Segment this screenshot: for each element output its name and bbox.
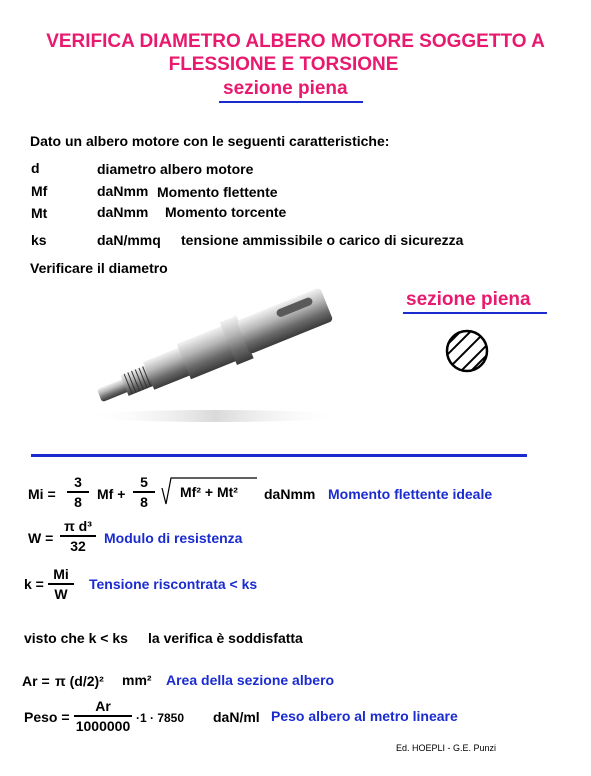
subtitle-underline: [219, 101, 363, 103]
mi-frac1-den: 8: [74, 494, 82, 510]
ar-unit: mm²: [122, 672, 152, 688]
k-frac: [48, 566, 74, 602]
peso-num: Ar: [95, 698, 111, 714]
k-num: Mi: [53, 566, 69, 582]
section-label-underline: [403, 312, 547, 314]
param-unit-mf: daNmm: [97, 183, 149, 199]
peso-lhs: Peso =: [24, 709, 70, 725]
conclusion-condition: visto che k < ks: [24, 630, 128, 646]
peso-label: Peso albero al metro lineare: [271, 708, 458, 724]
footer-credit: Ed. HOEPLI - G.E. Punzi: [396, 743, 497, 753]
param-unit-ks: daN/mmq: [97, 232, 161, 248]
mi-lhs: Mi =: [28, 486, 56, 502]
k-den: W: [54, 586, 68, 602]
w-lhs: W =: [28, 530, 54, 546]
section-label: sezione piena: [406, 289, 531, 310]
param-desc-d: diametro albero motore: [97, 161, 254, 177]
mi-frac2-den: 8: [140, 494, 148, 510]
conclusion-result: la verifica è soddisfatta: [148, 630, 303, 646]
w-frac: [60, 518, 96, 554]
mi-unit: daNmm: [264, 486, 316, 502]
w-label: Modulo di resistenza: [104, 530, 243, 546]
mi-frac1-num: 3: [74, 474, 82, 490]
ar-label: Area della sezione albero: [166, 672, 335, 688]
intro-text: Dato un albero motore con le seguenti caratteristiche:: [30, 133, 390, 149]
ar-expr: π (d/2)²: [55, 673, 104, 689]
peso-unit: daN/ml: [213, 709, 260, 725]
page-title-line1: VERIFICA DIAMETRO ALBERO MOTORE SOGGETTO A: [46, 31, 545, 52]
param-desc-mt: Momento torcente: [165, 204, 287, 220]
peso-den: 1000000: [75, 718, 131, 734]
w-den: 32: [70, 538, 86, 554]
ar-lhs: Ar =: [22, 673, 50, 689]
param-unit-mt: daNmm: [97, 204, 149, 220]
page-subtitle: sezione piena: [223, 78, 348, 99]
solid-section-icon: [444, 328, 490, 374]
peso-frac: [74, 698, 132, 734]
page-title-line2: FLESSIONE E TORSIONE: [168, 54, 399, 75]
mi-mf: Mf +: [97, 486, 126, 502]
mi-frac-3-8: [67, 474, 89, 510]
verify-text: Verificare il diametro: [30, 260, 168, 276]
param-symbol-d: d: [31, 160, 40, 176]
mi-frac2-num: 5: [140, 474, 148, 490]
param-symbol-mf: Mf: [31, 183, 48, 199]
w-num: π d³: [64, 518, 92, 534]
section-divider: [31, 454, 527, 457]
mi-frac-5-8: [133, 474, 155, 510]
k-lhs: k =: [24, 576, 44, 592]
param-desc-mf: Momento flettente: [157, 184, 278, 200]
param-desc-ks: tensione ammissibile o carico di sicurezza: [181, 232, 464, 248]
param-symbol-ks: ks: [31, 232, 47, 248]
k-label: Tensione riscontrata < ks: [89, 576, 258, 592]
peso-tail: ·1 · 7850: [136, 711, 185, 725]
mi-sqrt-content: Mf² + Mt²: [180, 484, 238, 500]
param-symbol-mt: Mt: [31, 205, 48, 221]
mi-label: Momento flettente ideale: [328, 486, 493, 502]
shaft-image: [85, 278, 355, 428]
